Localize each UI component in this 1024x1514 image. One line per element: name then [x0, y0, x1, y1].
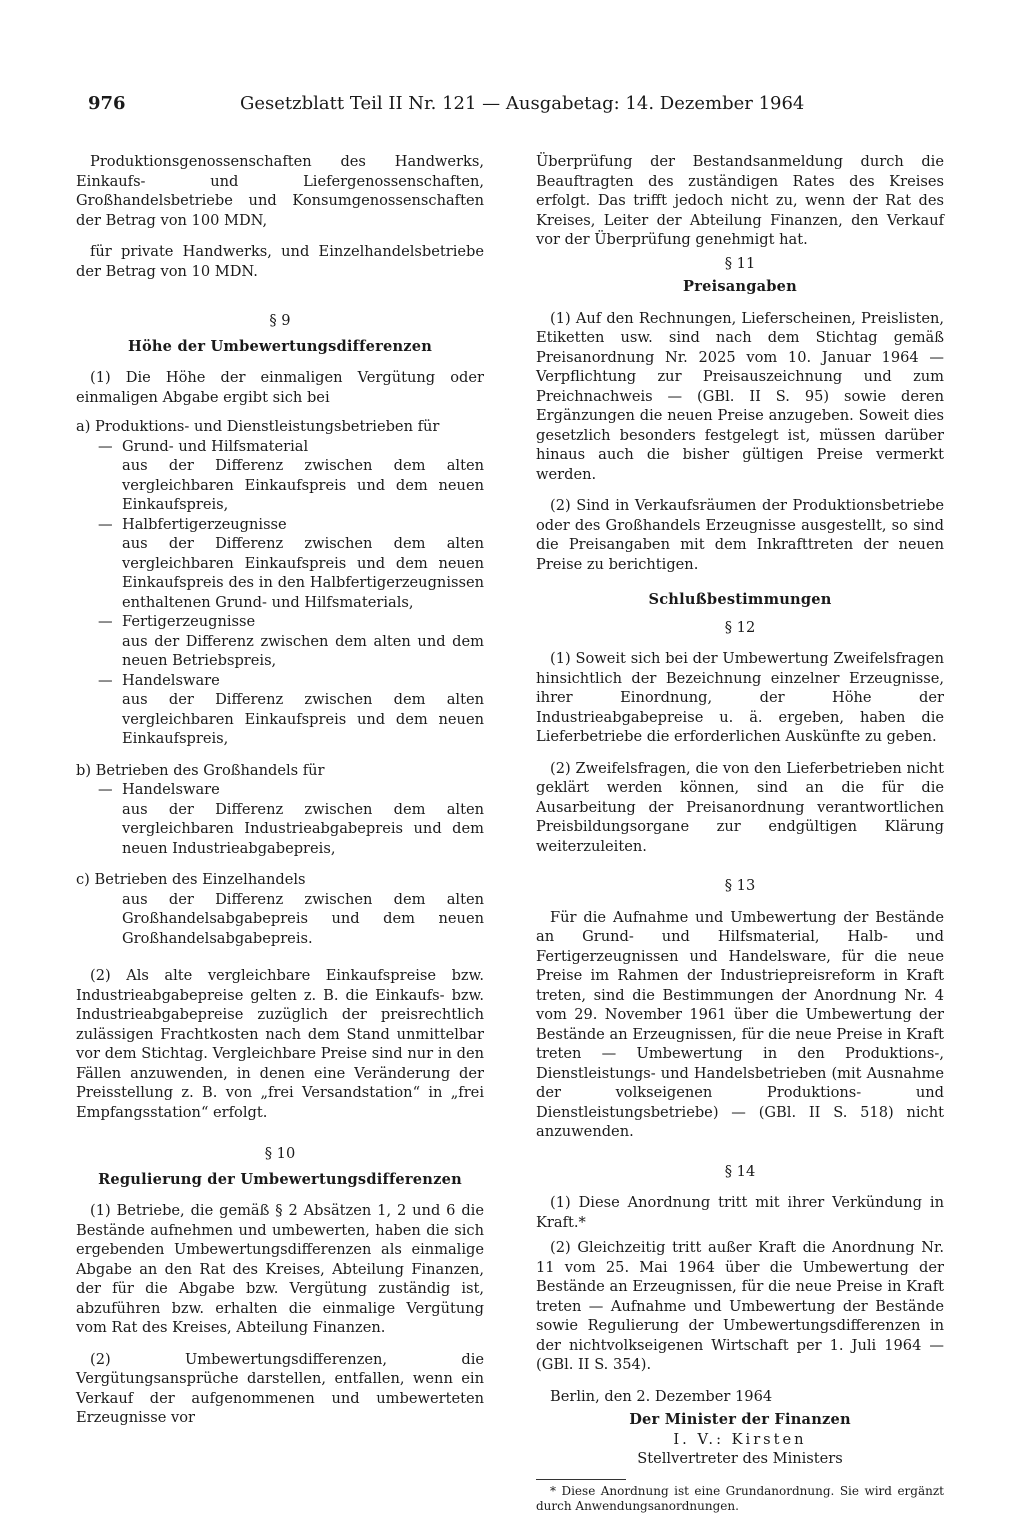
section-number: § 11 [724, 254, 756, 272]
paragraph: (1) Soweit sich bei der Umbewertung Zweifelsfragen hinsichtlich der Bezeichnung einzelner Erzeugnisse, ihrer Einordnung, der Höhe der Industrieabgabepreise u. ä. ergeben, haben die Lieferbetriebe die erforderlichen Auskünfte zu geben. [536, 650, 944, 745]
subitem-title: Halbfertigerzeugnisse [122, 515, 287, 533]
page-header [78, 93, 978, 123]
dash-marker: — [98, 437, 113, 455]
section-heading: Höhe der Umbewertungsdifferenzen [127, 337, 433, 355]
paragraph: (2) Umbewertungsdifferenzen, die Vergütungsansprüche darstellen, entfallen, wenn ein Verkauf der aufgenommenen und umbewerteten Erzeugnisse vor [76, 1350, 484, 1426]
signer-name: I. V.: Kirsten [673, 1430, 807, 1448]
list-item-label: c) Betrieben des Einzelhandels [76, 871, 306, 888]
dash-marker: — [98, 613, 113, 630]
list-subitem [76, 612, 484, 671]
left-column [76, 152, 484, 1428]
section-number: § 10 [264, 1145, 296, 1162]
paragraph: Überprüfung der Bestandsanmeldung durch die Beauftragten des zuständigen Rates des Kreises erfolgt. Das trifft jedoch nicht zu, wenn der Rat des Kreises, Leiter der Abteilung Finanzen, den Verkauf vor der Überprüfung genehmigt hat. [536, 153, 944, 248]
dash-marker: — [98, 781, 113, 798]
place-date: Berlin, den 2. Dezember 1964 [550, 1387, 773, 1405]
list-item-label: b) Betrieben des Großhandels für [76, 761, 325, 779]
paragraph: (2) Zweifelsfragen, die von den Lieferbetrieben nicht geklärt werden können, sind an die für die Ausarbeitung der Preisanordnung verantwortlichen Preisbildungsorgane zur endgültigen Klärung weiterzuleiten. [536, 759, 944, 855]
subitem-title: Grund- und Hilfsmaterial [122, 437, 309, 455]
paragraph: (1) Diese Anordnung tritt mit ihrer Verkündung in Kraft.* [536, 1194, 944, 1231]
subitem-title: Fertigerzeugnisse [122, 613, 256, 630]
dash-marker: — [98, 671, 113, 689]
footnote-divider [536, 1479, 626, 1480]
paragraph: (1) Betriebe, die gemäß § 2 Absätzen 1, 2 und 6 die Bestände aufnehmen und umbewerten, haben die sich ergebenden Umbewertungsdifferenzen als einmalige Abgabe an den Rat des Kreises, Abteilung Finanzen, der für die Abgabe bzw. Vergütung zuständig ist, abzuführen bzw. erhalten die einmalige Vergütung vom Rat des Kreises, Abteilung Finanzen. [76, 1202, 484, 1336]
subitem-text: aus der Differenz zwischen dem alten vergleichbaren Industrieabgabepreis und dem neuen Industrieabgabepreis, [122, 800, 484, 857]
paragraph: Für die Aufnahme und Umbewertung der Bestände an Grund- und Hilfsmaterial, Halb- und Fertigerzeugnissen und Handelsware, für die neue Preise im Rahmen der Industriepreisreform in Kraft treten, sind die Bestimmungen der Anordnung Nr. 4 vom 29. November 1961 über die Umbewertung der Bestände an Erzeugnissen, für die neue Preise in Kraft treten — Umbewertung in den Produktions-, Dienstleistungs- und Handelsbetrieben (mit Ausnahme der volkseigenen Produktions- und Dienstleistungsbetriebe) — (GBl. II S. 518) nicht anzuwenden. [536, 908, 944, 1140]
intro-paragraph: Produktionsgenossenschaften des Handwerks, Einkaufs- und Liefergenossenschaften, Großhandelsbetriebe und Konsumgenossenschaften der Betrag von 100 MDN, [76, 153, 484, 229]
footnote: * Diese Anordnung ist eine Grundanordnung. Sie wird ergänzt durch Anwendungsanordnungen. [536, 1483, 944, 1513]
list-item-label: a) Produktions- und Dienstleistungsbetrieben für [76, 418, 440, 435]
section-heading: Schlußbestimmungen [648, 591, 832, 608]
subitem-text: aus der Differenz zwischen dem alten vergleichbaren Einkaufspreis und dem neuen Einkaufspreis, [122, 691, 484, 747]
paragraph: (2) Gleichzeitig tritt außer Kraft die Anordnung Nr. 11 vom 25. Mai 1964 über die Umbewertung der Bestände an Erzeugnissen, für die neue Preise in Kraft treten — Aufnahme und Umbewertung der Bestände sowie Regulierung der Umbewertungsdifferenzen in der nichtvolkseigenen Wirtschaft per 1. Juli 1964 — (GBl. II S. 354). [536, 1239, 944, 1373]
subitem-title: Handelsware [122, 781, 220, 798]
signer-title: Der Minister der Finanzen [629, 1411, 851, 1428]
page-number: 976 [88, 93, 126, 114]
paragraph: (1) Auf den Rechnungen, Lieferscheinen, Preislisten, Etiketten usw. sind nach dem Stichtag gemäß Preisanordnung Nr. 2025 vom 10. Januar 1964 — Verpflichtung zur Preisauszeichnung und zum Preichnachweis — (GBl. II S. 95) sowie deren Ergänzungen die neuen Preise anzugeben. Soweit dies gesetzlich besonders festgelegt ist, müssen darüber hinaus auch die bisher gültigen Preise vermerkt werden. [536, 309, 944, 483]
subitem-text: aus der Differenz zwischen dem alten vergleichbaren Einkaufspreis und dem neuen Einkaufspreis des in den Halbfertigerzeugnissen enthaltenen Grund- und Hilfsmaterials, [122, 535, 484, 611]
subitem-text: aus der Differenz zwischen dem alten vergleichbaren Einkaufspreis und dem neuen Einkaufspreis, [122, 457, 484, 513]
list-subitem [76, 671, 484, 749]
intro-paragraph: für private Handwerks, und Einzelhandelsbetriebe der Betrag von 10 MDN. [76, 243, 484, 280]
subitem-text: aus der Differenz zwischen dem alten und dem neuen Betriebspreis, [122, 632, 484, 669]
list-subitem [76, 437, 484, 515]
dash-marker: — [98, 515, 113, 533]
section-heading: Preisangaben [683, 278, 797, 295]
paragraph: (1) Die Höhe der einmaligen Vergütung oder einmaligen Abgabe ergibt sich bei [76, 369, 484, 406]
list-item-text: aus der Differenz zwischen dem alten Großhandelsabgabepreis und dem neuen Großhandelsabgabepreis. [122, 890, 484, 947]
list-subitem [76, 515, 484, 613]
right-column [536, 152, 944, 1514]
section-number: § 12 [724, 618, 756, 636]
subitem-title: Handelsware [122, 671, 220, 689]
paragraph: (2) Als alte vergleichbare Einkaufspreise bzw. Industrieabgabepreise gelten z. B. die Einkaufs- bzw. Industrieabgabepreise zuzüglich der preisrechtlich zulässigen Frachtkosten nach dem Stand unmittelbar vor dem Stichtag. Vergleichbare Preise sind nur in den Fällen anzuwenden, in denen eine Veränderung der Preisstellung z. B. von „frei Versandstation“ in „frei Empfangsstation“ erfolgt. [76, 967, 484, 1121]
list-subitem [76, 780, 484, 858]
section-number: § 14 [724, 1162, 756, 1180]
list-c [76, 870, 484, 948]
section-number: § 9 [269, 312, 291, 329]
list-b [76, 761, 484, 859]
list-a [76, 417, 484, 749]
section-number: § 13 [724, 877, 756, 894]
section-heading: Regulierung der Umbewertungsdifferenzen [98, 1170, 462, 1188]
signer-role: Stellvertreter des Ministers [637, 1450, 843, 1467]
gazette-title: Gesetzblatt Teil II Nr. 121 — Ausgabetag: 14. Dezember 1964 [240, 93, 805, 114]
paragraph: (2) Sind in Verkaufsräumen der Produktionsbetriebe oder des Großhandels Erzeugnisse ausgestellt, so sind die Preisangaben mit dem Inkrafttreten der neuen Preise zu berichtigen. [536, 497, 944, 573]
